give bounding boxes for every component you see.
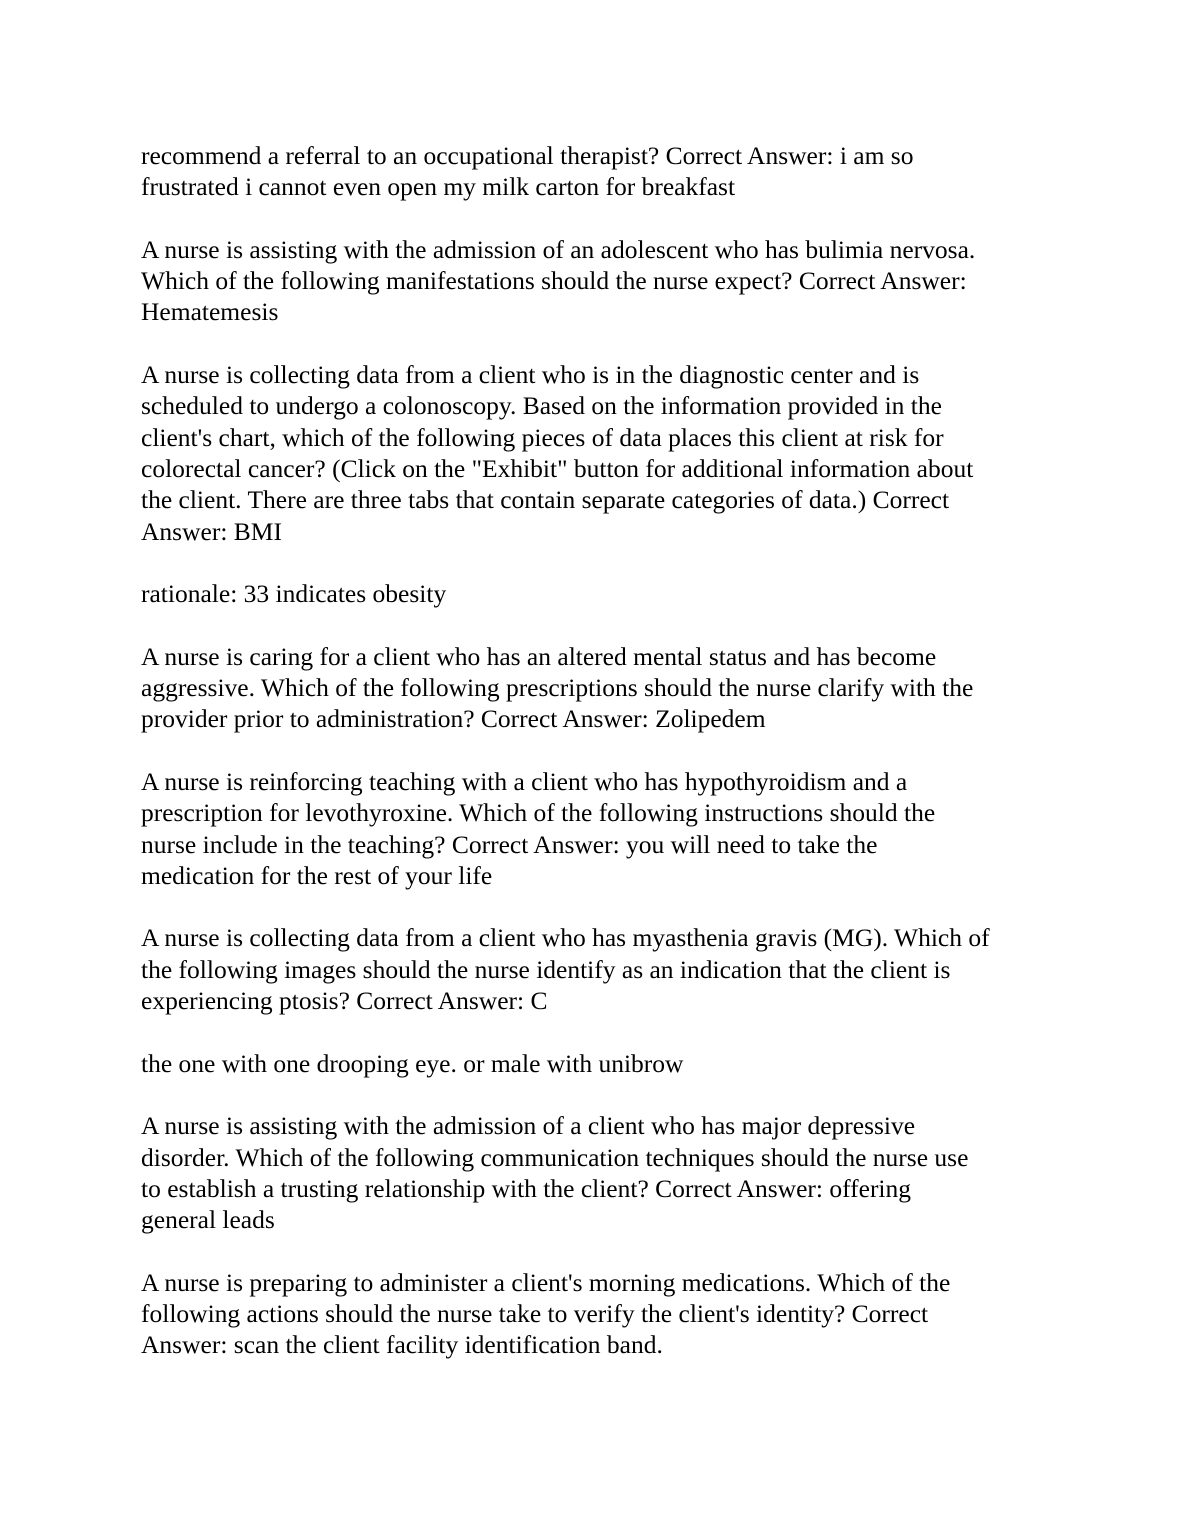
paragraph-bmi-rationale: rationale: 33 indicates obesity <box>141 579 447 609</box>
paragraph-colorectal-cancer-question: A nurse is collecting data from a client who is in the diagnostic center and is scheduled to undergo a colonoscopy. Based on the information provided in the client's chart, which of the following pieces of data places this client at risk for colorectal cancer? (Click on the "Exhibit" button for additional information about the client. There are three tabs that contain separate categories of data.) Correct Answer: BMI <box>141 360 974 546</box>
paragraph-occupational-therapist-answer: recommend a referral to an occupational therapist? Correct Answer: i am so frustrated i cannot even open my milk carton for breakfast <box>141 141 914 202</box>
paragraph-ptosis-note: the one with one drooping eye. or male with unibrow <box>141 1048 684 1078</box>
paragraph-depressive-disorder-question: A nurse is assisting with the admission of a client who has major depressive disorder. Which of the following communication techniques should the nurse use to establish a trusting relationship with the client? Correct Answer: offering general leads <box>141 1111 969 1235</box>
document-body <box>141 140 1056 1392</box>
paragraph-altered-mental-status-question: A nurse is caring for a client who has an altered mental status and has become aggressive. Which of the following prescriptions should the nurse clarify with the provider prior to administration? Correct Answer: Zolipedem <box>141 641 974 734</box>
paragraph-levothyroxine-question: A nurse is reinforcing teaching with a client who has hypothyroidism and a prescription for levothyroxine. Which of the following instructions should the nurse include in the teaching? Correct Answer: you will need to take the medication for the rest of your life <box>141 766 936 890</box>
paragraph-bulimia-question: A nurse is assisting with the admission of an adolescent who has bulimia nervosa. Which of the following manifestations should the nurse expect? Correct Answer: Hematemesis <box>141 234 976 327</box>
paragraph-myasthenia-gravis-question: A nurse is collecting data from a client who has myasthenia gravis (MG). Which of the following images should the nurse identify as an indication that the client is experiencing ptosis? Correct Answer: C <box>141 923 990 1016</box>
paragraph-client-identity-question: A nurse is preparing to administer a client's morning medications. Which of the following actions should the nurse take to verify the client's identity? Correct Answer: scan the client facility identification band. <box>141 1267 951 1360</box>
